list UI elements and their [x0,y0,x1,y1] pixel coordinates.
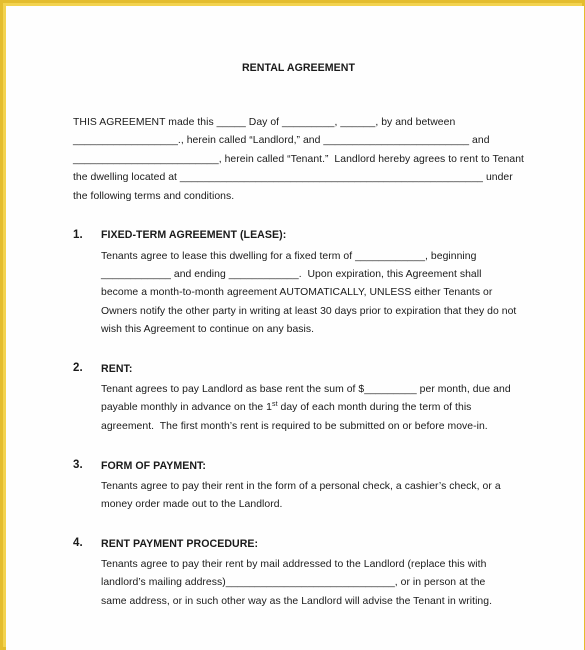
ordinal-superscript: st [272,401,278,408]
section-number: 4. [73,537,83,549]
section-line: money order made out to the Landlord. [101,499,283,510]
section-number: 2. [73,362,83,374]
section-line [101,399,471,417]
section-number: 1. [73,229,83,241]
section-heading: FORM OF PAYMENT: [101,460,206,472]
line-text: day of each month during the term of this [277,402,472,413]
intro-line: _________________________, herein called “Tenant.” Landlord hereby agrees to rent to Tenant [73,154,524,165]
section-line: Tenants agree to pay their rent in the form of a personal check, a cashier’s check, or a [101,481,501,492]
intro-line: the following terms and conditions. [73,191,235,202]
section-line: wish this Agreement to continue on any basis. [101,324,315,335]
section-line: Tenant agrees to pay Landlord as base rent the sum of $_________ per month, due and [101,384,511,395]
section-line: Tenants agree to lease this dwelling for a fixed term of ____________, beginning [101,251,477,262]
document-title: RENTAL AGREEMENT [241,62,356,74]
intro-line: the dwelling located at ____________________________________________________ under [73,172,513,183]
section-line: become a month-to-month agreement AUTOMATICALLY, UNLESS either Tenants or [101,287,493,298]
intro-line: __________________., herein called “Landlord,” and _________________________ and [73,135,490,146]
section-heading: RENT PAYMENT PROCEDURE: [101,538,259,550]
section-line: agreement. The first month’s rent is required to be submitted on or before move-in. [101,421,488,432]
section-line: Tenants agree to pay their rent by mail addressed to the Landlord (replace this with [101,559,487,570]
section-heading: FIXED-TERM AGREEMENT (LEASE): [101,229,287,241]
document-page [6,6,584,650]
section-heading: RENT: [101,363,133,375]
section-line: landlord’s mailing address)_____________________________, or in person at the [101,577,486,588]
intro-line: THIS AGREEMENT made this _____ Day of _________, ______, by and between [73,117,456,128]
section-line: ____________ and ending ____________. Upon expiration, this Agreement shall [101,269,482,280]
line-text: payable monthly in advance on the 1 [101,402,273,413]
section-line: Owners notify the other party in writing at least 30 days prior to expiration that they do not [101,306,517,317]
section-line: same address, or in such other way as the Landlord will advise the Tenant in writing. [101,596,493,607]
section-number: 3. [73,459,83,471]
